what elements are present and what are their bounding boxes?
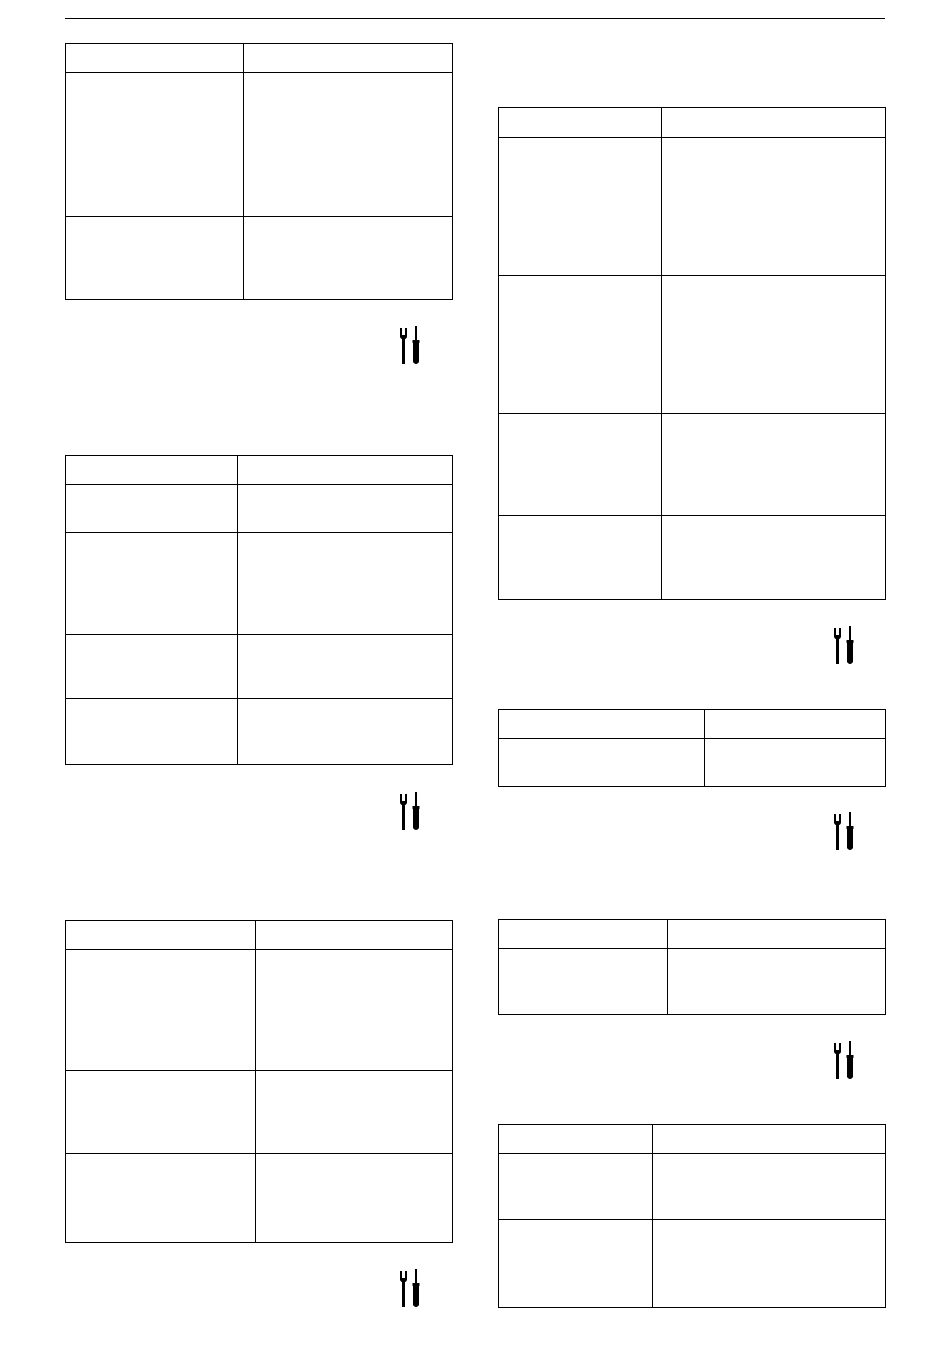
table-header-cell	[653, 1125, 886, 1154]
table-row	[66, 533, 453, 635]
table-row	[66, 73, 453, 217]
table-1	[65, 43, 453, 300]
table-3	[65, 920, 453, 1243]
header-rule	[65, 18, 885, 19]
table-cell	[238, 533, 453, 635]
table-cell	[66, 1071, 256, 1154]
table-cell	[66, 217, 244, 300]
table-2	[65, 455, 453, 765]
table-header-cell	[66, 44, 244, 73]
table-7	[498, 1124, 886, 1308]
table-cell	[662, 276, 886, 414]
table-cell	[66, 485, 238, 533]
table-header-cell	[499, 108, 662, 138]
table-6	[498, 919, 886, 1015]
table-cell	[653, 1220, 886, 1308]
table-cell	[244, 217, 453, 300]
table-header-row	[499, 920, 886, 949]
table-cell	[256, 1154, 453, 1243]
table-row	[66, 950, 453, 1071]
table-row	[499, 1154, 886, 1220]
wrench-screwdriver-icon	[833, 1041, 857, 1081]
table-cell	[244, 73, 453, 217]
table-cell	[66, 699, 238, 765]
wrench-screwdriver-icon	[399, 1269, 423, 1309]
table-cell	[662, 414, 886, 516]
table-header-cell	[499, 1125, 653, 1154]
table-header-cell	[662, 108, 886, 138]
table-header-cell	[66, 921, 256, 950]
table-row	[66, 1071, 453, 1154]
table-cell	[499, 516, 662, 600]
wrench-screwdriver-icon	[399, 326, 423, 366]
table-row	[66, 485, 453, 533]
table-header-cell	[244, 44, 453, 73]
table-cell	[66, 1154, 256, 1243]
table-header-cell	[668, 920, 886, 949]
table-cell	[238, 699, 453, 765]
table-header-cell	[499, 710, 705, 739]
table-header-row	[66, 44, 453, 73]
table-cell	[256, 950, 453, 1071]
wrench-screwdriver-icon	[399, 792, 423, 832]
table-4	[498, 107, 886, 600]
wrench-screwdriver-icon	[833, 626, 857, 666]
table-cell	[499, 414, 662, 516]
table-cell	[705, 739, 886, 787]
table-cell	[256, 1071, 453, 1154]
table-cell	[499, 1220, 653, 1308]
table-row	[66, 217, 453, 300]
table-header-cell	[66, 456, 238, 485]
table-cell	[238, 485, 453, 533]
table-cell	[662, 138, 886, 276]
table-cell	[499, 276, 662, 414]
table-row	[499, 516, 886, 600]
table-header-cell	[705, 710, 886, 739]
table-cell	[66, 635, 238, 699]
table-header-row	[499, 108, 886, 138]
table-header-row	[66, 456, 453, 485]
table-cell	[499, 949, 668, 1015]
table-row	[66, 635, 453, 699]
table-row	[499, 1220, 886, 1308]
table-5	[498, 709, 886, 787]
wrench-screwdriver-icon	[833, 812, 857, 852]
table-row	[499, 138, 886, 276]
table-cell	[499, 1154, 653, 1220]
table-cell	[66, 533, 238, 635]
table-cell	[668, 949, 886, 1015]
table-cell	[653, 1154, 886, 1220]
table-cell	[66, 73, 244, 217]
table-row	[499, 739, 886, 787]
table-cell	[499, 138, 662, 276]
table-row	[66, 1154, 453, 1243]
table-cell	[499, 739, 705, 787]
table-header-row	[499, 710, 886, 739]
table-row	[499, 414, 886, 516]
table-cell	[662, 516, 886, 600]
table-header-row	[66, 921, 453, 950]
table-cell	[66, 950, 256, 1071]
table-header-cell	[256, 921, 453, 950]
table-header-cell	[238, 456, 453, 485]
table-cell	[238, 635, 453, 699]
table-header-cell	[499, 920, 668, 949]
table-row	[499, 276, 886, 414]
table-header-row	[499, 1125, 886, 1154]
table-row	[499, 949, 886, 1015]
table-row	[66, 699, 453, 765]
